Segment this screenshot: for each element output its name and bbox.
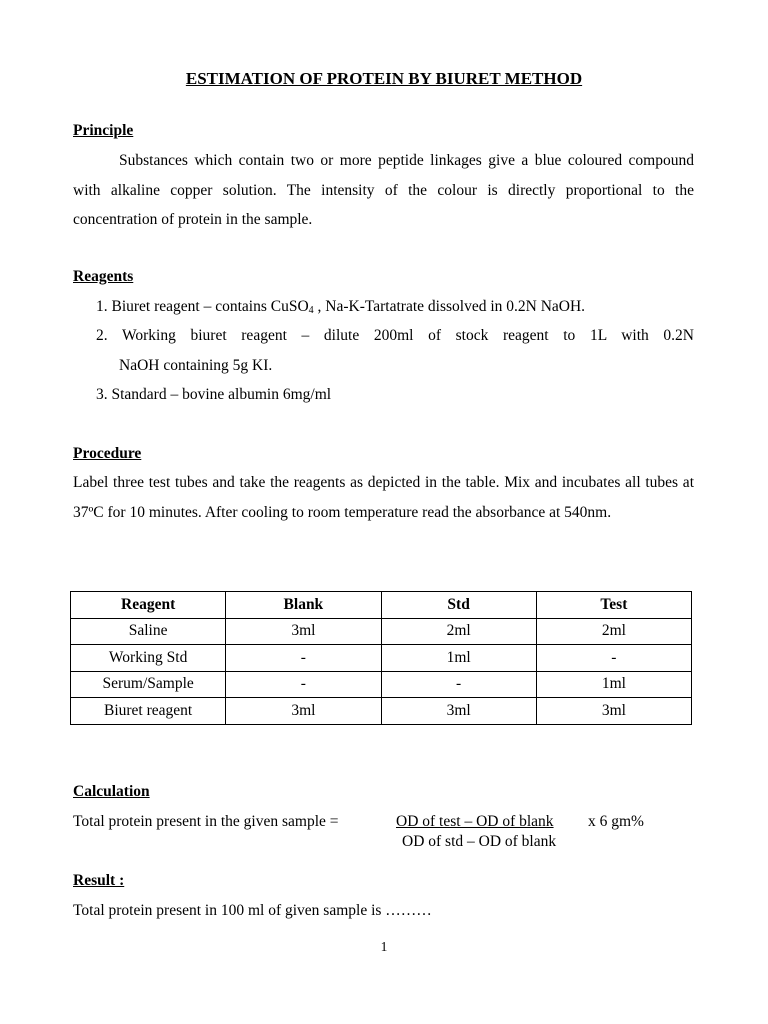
table-row [71,671,692,698]
table-cell: 1ml [381,645,536,672]
document-title: ESTIMATION OF PROTEIN BY BIURET METHOD [185,69,583,88]
formula-multiplier: x 6 gm% [588,813,644,830]
table-cell: Serum/Sample [71,671,226,698]
table-row [71,618,692,645]
reagent-item-2 [96,321,694,380]
table-cell: Biuret reagent [71,698,226,725]
table-header-cell: Reagent [71,592,226,619]
table-header-cell: Test [536,592,691,619]
table-cell: 1ml [536,671,691,698]
calculation-heading: Calculation [73,783,150,800]
table-cell: 2ml [381,618,536,645]
result-heading: Result : [73,872,125,889]
principle-paragraph [73,146,694,235]
reagent-item-text-cont: NaOH containing 5g KI. [119,356,273,374]
chemical-subscript: 4 [308,305,314,316]
reagent-item-3 [96,380,694,410]
page-number: 1 [380,939,388,954]
reagent-item-text-cont: , Na-K-Tartatrate dissolved in 0.2N NaOH. [313,298,586,315]
reagent-item-text: Standard – bovine albumin 6mg/ml [111,386,332,403]
table-cell: 3ml [226,698,381,725]
reagents-heading: Reagents [73,268,134,285]
table-cell: - [226,671,381,698]
reagent-item-number: 1. [96,298,108,315]
table-cell: - [381,671,536,698]
table-cell: 3ml [381,698,536,725]
reagent-item-text: Working biuret reagent – dilute 200ml of stock reagent to 1L with 0.2N [121,327,694,344]
table-header-row [71,592,692,619]
table-row [71,645,692,672]
table-cell: - [226,645,381,672]
table-cell: 3ml [226,618,381,645]
procedure-heading: Procedure [73,445,142,462]
result-text: Total protein present in 100 ml of given sample is ……… [73,902,432,919]
table-cell: Saline [71,618,226,645]
table-header-cell: Std [381,592,536,619]
calculation-lead: Total protein present in the given sample = [73,813,339,830]
table-cell: 2ml [536,618,691,645]
formula-denominator: OD of std – OD of blank [402,833,557,850]
table-cell: Working Std [71,645,226,672]
reagent-table [70,591,692,725]
procedure-paragraph: Label three test tubes and take the reagents as depicted in the table. Mix and incubates all tubes at 37ºC for 10 minutes. After cooling to room temperature read the absorbance at 540nm. [73,474,694,521]
principle-heading: Principle [73,122,134,139]
reagent-item-text: Biuret reagent – contains CuSO [111,298,309,315]
principle-text: Substances which contain two or more peptide linkages give a blue coloured compound with alkaline copper solution. The intensity of the colour is directly proportional to the concentration of protein in the sample. [73,152,694,228]
reagent-item-number: 2. [96,327,108,344]
table-header-cell: Blank [226,592,381,619]
reagent-item-number: 3. [96,386,108,403]
table-cell: 3ml [536,698,691,725]
table-row [71,698,692,725]
formula-numerator: OD of test – OD of blank [396,813,554,830]
table-cell: - [536,645,691,672]
